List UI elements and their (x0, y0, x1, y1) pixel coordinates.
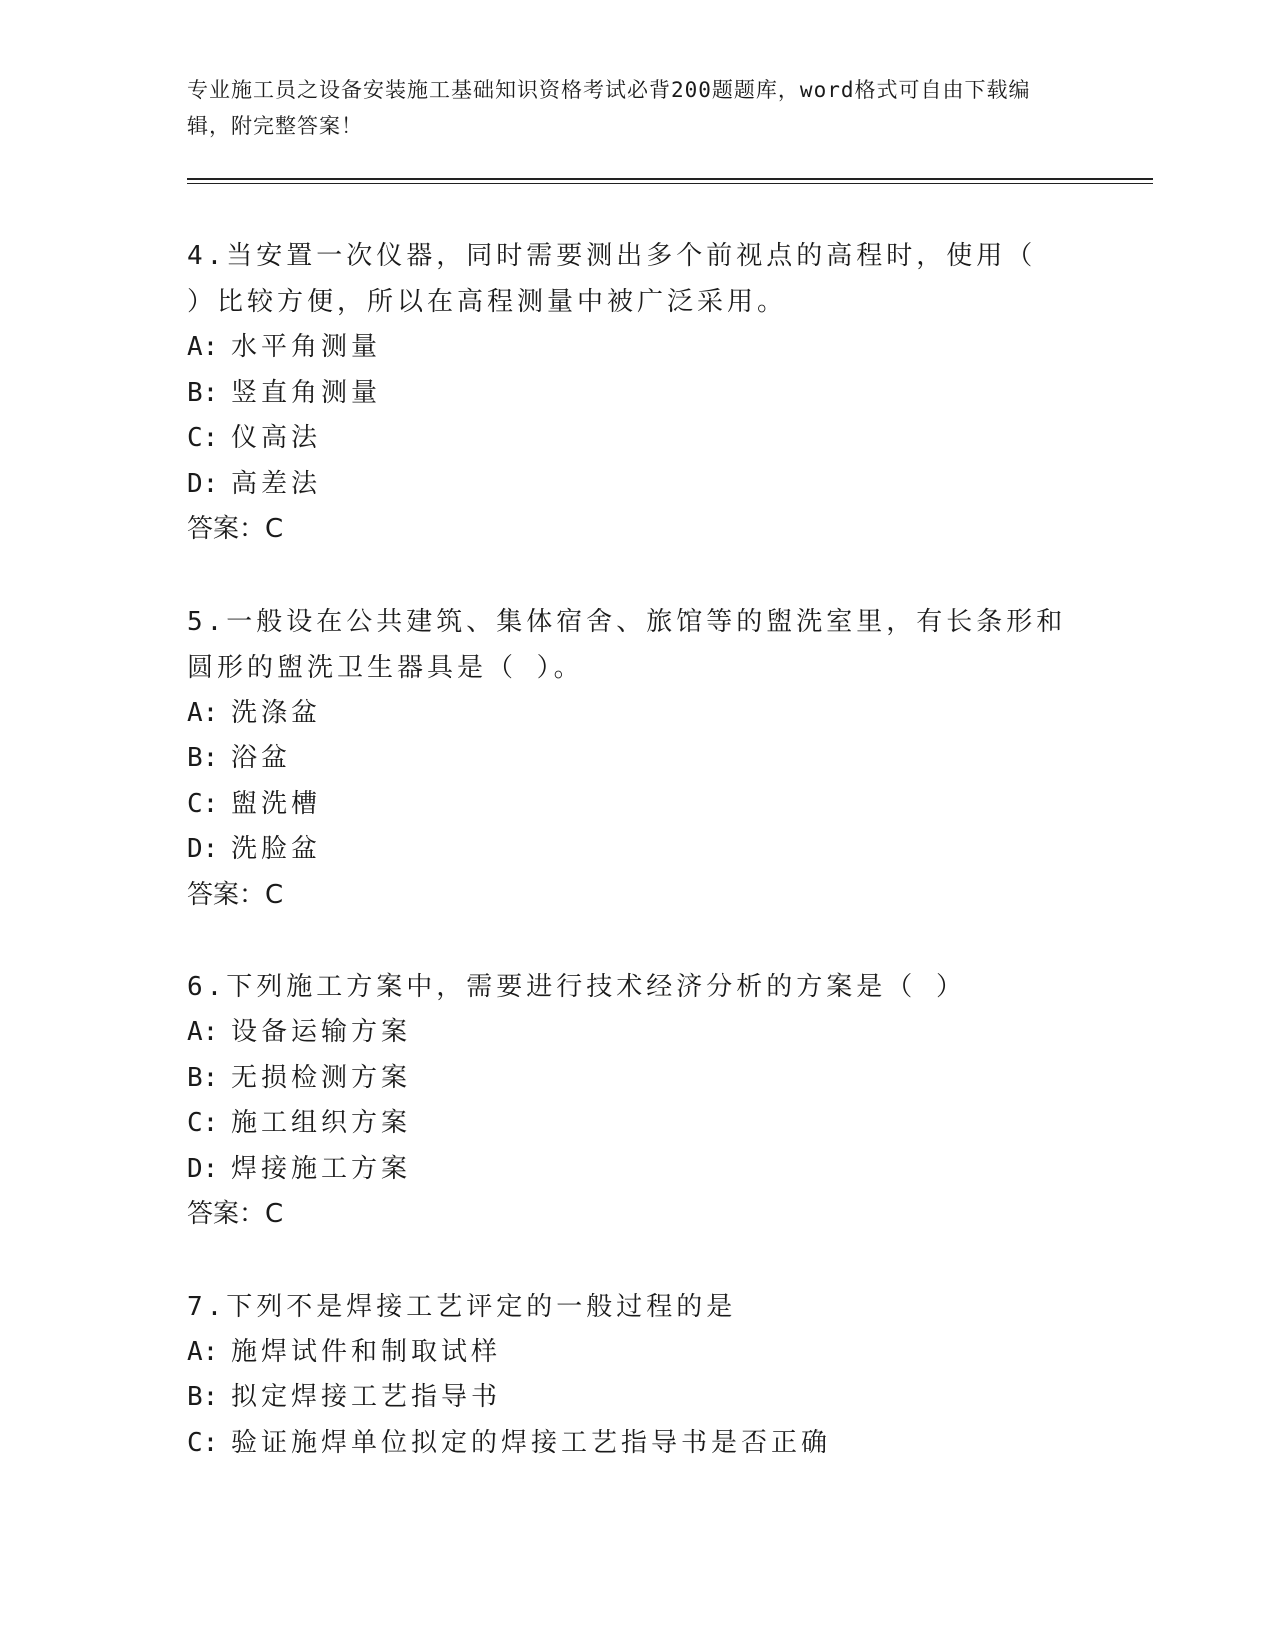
option-letter: C: (187, 788, 219, 819)
option-letter: A: (187, 1336, 219, 1367)
option-text: 拟定焊接工艺指导书 (231, 1382, 502, 1412)
option-text: 施工组织方案 (231, 1108, 412, 1138)
option-letter: C: (187, 1108, 219, 1138)
option-text: 竖直角测量 (231, 377, 382, 408)
document-header: 专业施工员之设备安装施工基础知识资格考试必背200题题库，word格式可自由下载编辑，附完整答案！ (187, 78, 1031, 138)
option-letter: C: (187, 423, 219, 453)
option-text: 验证施焊单位拟定的焊接工艺指导书是否正确 (231, 1427, 832, 1458)
option-text: 盥洗槽 (231, 788, 322, 819)
option-d (187, 827, 1087, 873)
option-text: 浴盆 (231, 743, 292, 773)
answer-line: 答案：C (187, 514, 284, 544)
question-6 (187, 964, 1087, 1238)
option-c (187, 1101, 1087, 1147)
option-letter: B: (187, 1382, 219, 1412)
question-text: 4.当安置一次仪器，同时需要测出多个前视点的高程时，使用（ ）比较方便，所以在高程测量中被广泛采用。 (187, 241, 1037, 317)
question-text: 6.下列施工方案中，需要进行技术经济分析的方案是（ ） (187, 972, 966, 1002)
option-text: 洗涤盆 (231, 697, 322, 728)
option-text: 洗脸盆 (231, 834, 322, 864)
option-letter: D: (187, 1153, 219, 1184)
option-text: 焊接施工方案 (231, 1153, 412, 1184)
option-b (187, 1375, 1087, 1421)
option-a (187, 1010, 1087, 1056)
option-text: 设备运输方案 (231, 1017, 412, 1047)
option-b (187, 371, 1087, 417)
header-rule-bottom (187, 183, 1153, 184)
question-4 (187, 233, 1087, 553)
option-a (187, 1330, 1087, 1376)
option-text: 仪高法 (231, 423, 322, 453)
question-7 (187, 1284, 1087, 1467)
option-text: 施焊试件和制取试样 (231, 1336, 502, 1367)
option-letter: B: (187, 1062, 219, 1093)
question-text: 7.下列不是焊接工艺评定的一般过程的是 (187, 1291, 737, 1322)
question-text: 5.一般设在公共建筑、集体宿舍、旅馆等的盥洗室里，有长条形和圆形的盥洗卫生器具是（ ）。 (187, 606, 1067, 683)
option-text: 水平角测量 (231, 332, 382, 362)
option-c (187, 1421, 1087, 1467)
answer-line: 答案：C (187, 879, 284, 910)
option-letter: A: (187, 697, 219, 728)
option-letter: A: (187, 332, 219, 362)
option-c (187, 782, 1087, 828)
option-a (187, 325, 1087, 371)
option-text: 高差法 (231, 468, 322, 499)
option-d (187, 1147, 1087, 1193)
option-b (187, 736, 1087, 782)
option-letter: B: (187, 743, 219, 773)
question-5 (187, 599, 1087, 919)
option-c (187, 416, 1087, 462)
header-rule-top (187, 178, 1153, 180)
option-b (187, 1056, 1087, 1102)
option-letter: B: (187, 377, 219, 408)
option-a (187, 691, 1087, 737)
option-letter: C: (187, 1427, 219, 1458)
answer-line: 答案：C (187, 1199, 284, 1229)
option-text: 无损检测方案 (231, 1062, 412, 1093)
option-letter: D: (187, 468, 219, 499)
question-list (187, 233, 1087, 1512)
option-d (187, 462, 1087, 508)
option-letter: D: (187, 834, 219, 864)
option-letter: A: (187, 1017, 219, 1047)
